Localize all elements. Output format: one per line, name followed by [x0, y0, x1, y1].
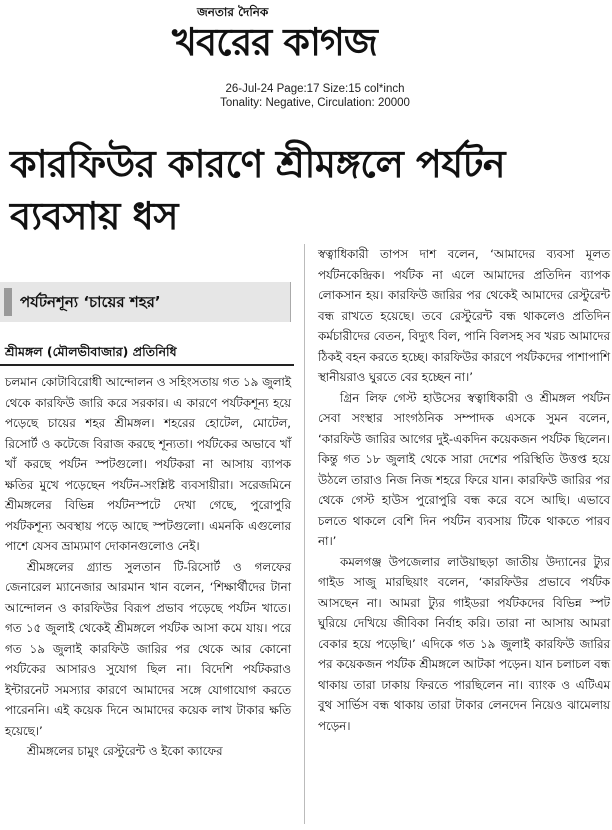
paragraph: স্বত্বাধিকারী তাপস দাশ বলেন, ‘আমাদের ব্যবসা মূলত পর্যটনকেন্দ্রিক। পর্যটক না এলে আমাদের প্রতিদিন ব্যাপক লোকসান হয়। কারফিউ জারির পর থেকেই আমাদের রেস্টুরেন্ট বন্ধ রাখতে হয়েছে। তবে রেস্টুরেন্ট বন্ধ থাকলেও প্রতিদিন কর্মচারীদের বেতন, বিদ্যুৎ বিল, পানি বিলসহ সব খরচ আমাদের ঠিকই বহন করতে হচ্ছে। কারফিউর কারণে পর্যটকদের পাশাপাশি স্থানীয়রাও ঘুরতে বের হচ্ছেন না।’: [318, 247, 610, 384]
byline: শ্রীমঙ্গল (মৌলভীবাজার) প্রতিনিধি: [5, 344, 177, 359]
meta-date-page: 26-Jul-24 Page:17 Size:15 col*inch: [225, 83, 405, 95]
subheading: পর্যটনশূন্য ‘চায়ের শহর’: [20, 293, 161, 311]
subheading-box: [0, 282, 291, 322]
clipping-meta: [195, 82, 435, 110]
subheading-marker: [4, 288, 12, 316]
column-divider: [304, 244, 305, 824]
paper-tagline: জনতার দৈনিক: [197, 5, 269, 19]
article-column-2: [318, 244, 610, 736]
paragraph: চলমান কোটাবিরোধী আন্দোলন ও সহিংসতায় গত ১৯ জুলাই থেকে কারফিউ জারি করে সরকার। এ কারণে পর্যটকশূন্য হয়ে পড়েছে চায়ের শহর শ্রীমঙ্গল। শহরের হোটেল, মোটেল, রিসোর্ট ও কটেজে বিরাজ করছে শূন্যতা। পর্যটকের অভাবে খাঁ খাঁ করছে পর্যটন স্পটগুলো। পর্যটকরা না আসায় ব্যাপক ক্ষতির মুখে পড়েছেন পর্যটন-সংশ্লিষ্ট ব্যবসায়ীরা। সরেজমিনে শ্রীমঙ্গলের বিভিন্ন পর্যটনস্পটে দেখা গেছে, পুরোপুরি পর্যটকশূন্য অবস্থায় পড়ে আছে স্পটগুলো। এমনকি এগুলোর পাশে যেসব ভ্রাম্যমাণ দোকানগুলোও নেই।: [5, 375, 291, 553]
article-headline: কারফিউর কারণে শ্রীমঙ্গলে পর্যটন ব্যবসায় ধস: [10, 142, 506, 238]
article-column-1: [5, 372, 291, 762]
paper-name-logo: খবরের কাগজ: [172, 20, 377, 64]
paragraph: কমলগঞ্জ উপজেলার লাউয়াছড়া জাতীয় উদ্যানের ট্যুর গাইড সাজু মারছিয়াং বলেন, ‘কারফিউর প্রভাবে পর্যটক আসছেন না। আমরা ট্যুর গাইডরা পর্যটকদের বিভিন্ন স্পট ঘুরিয়ে দেখিয়ে জীবিকা নির্বাহ করি। তারা না আসায় আমরা বেকার হয়ে পড়েছি।’ এদিকে গত ১৯ জুলাই কারফিউ জারির পর কয়েকজন পর্যটক শ্রীমঙ্গলে আটকা পড়েন। যান চলাচল বন্ধ থাকায় তারা ঢাকায় ফিরতে পারছিলেন না। ব্যাংক ও এটিএম বুথ সার্ভিস বন্ধ থাকায় তারা টাকার লেনদেন নিয়েও ঝামেলায় পড়েন।: [318, 554, 610, 733]
meta-tonality: Tonality: Negative, Circulation: 20000: [220, 97, 410, 109]
paragraph: শ্রীমঙ্গলের গ্র্যান্ড সুলতান টি-রিসোর্ট ও গলফের জেনারেল ম্যানেজার আরমান খান বলেন, ‘শিক্ষার্থীদের টানা আন্দোলন ও কারফিউর বিরূপ প্রভাব পড়েছে পর্যটন খাতে। গত ১৫ জুলাই থেকেই শ্রীমঙ্গলে পর্যটক আসা কমে যায়। পরে গত ১৯ জুলাই কারফিউ জারির পর থেকে আর কোনো পর্যটকের আসারও সুযোগ ছিল না। বিদেশি পর্যটকরাও ইন্টারনেট সমস্যার কারণে আমাদের সঙ্গে যোগাযোগ করতে পারেননি। এই কয়েক দিনে আমাদের কয়েক লাখ টাকার ক্ষতি হয়েছে।’: [5, 559, 291, 738]
masthead: [0, 0, 612, 118]
byline-rule: [0, 364, 294, 366]
paragraph: গ্রিন লিফ গেস্ট হাউসের স্বত্বাধিকারী ও শ্রীমঙ্গল পর্যটন সেবা সংস্থার সাংগঠনিক সম্পাদক এসকে সুমন বলেন, ‘কারফিউ জারির আগের দুই-একদিন কয়েকজন পর্যটক ছিলেন। কিন্তু গত ১৮ জুলাই থেকে সারা দেশের পরিস্থিতি উত্তপ্ত হয়ে উঠলে তারাও নিজ নিজ শহরে ফিরে যান। কারফিউ জারির পর থেকে গেস্ট হাউস পুরোপুরি বন্ধ করে বসে আছি। এভাবে চলতে থাকলে বেশি দিন পর্যটন ব্যবসায় টিকে থাকতে পারব না।’: [318, 390, 610, 548]
paragraph: শ্রীমঙ্গলের চামুং রেস্টুরেন্ট ও ইকো ক্যাফের: [27, 744, 223, 758]
